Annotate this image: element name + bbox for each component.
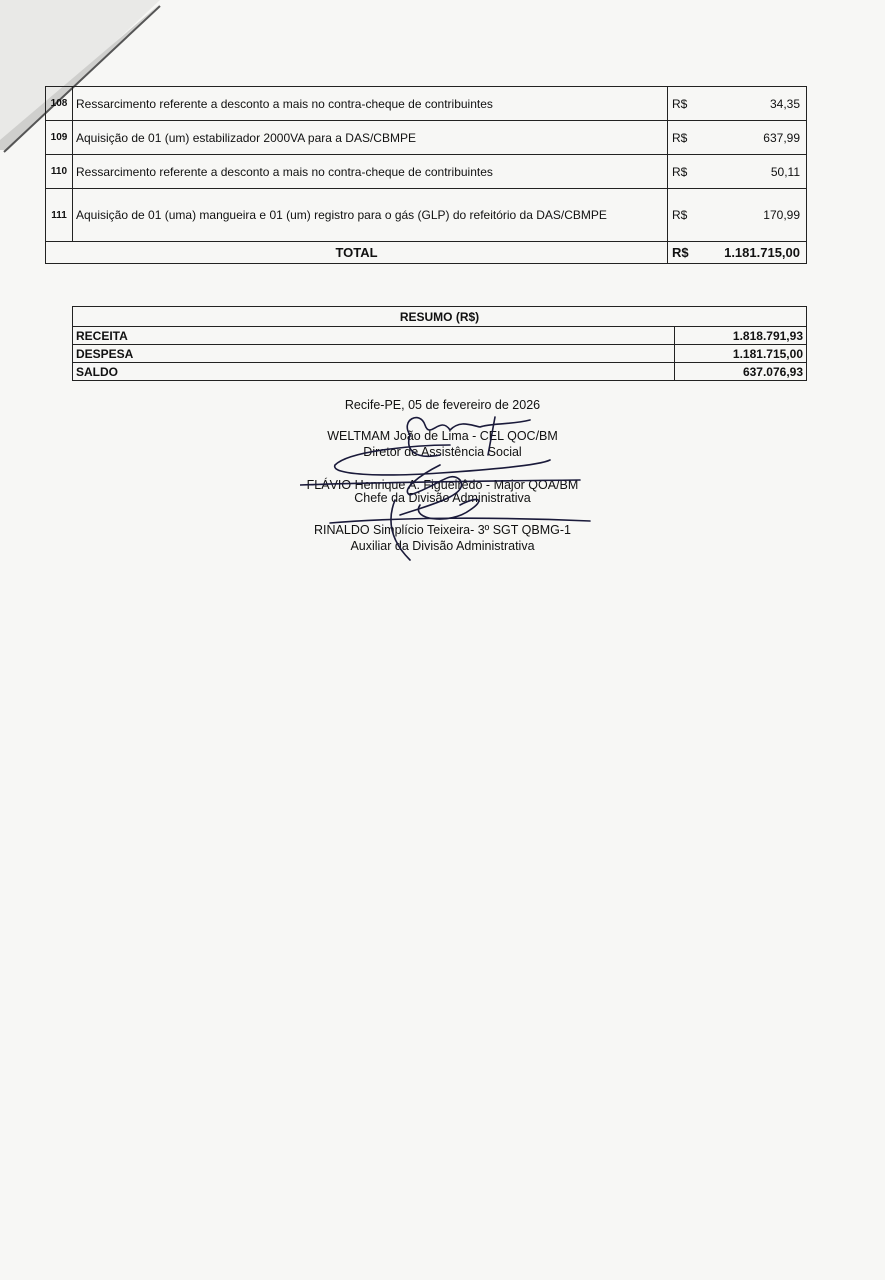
summary-row <box>73 327 807 345</box>
summary-row <box>73 345 807 363</box>
row-number: 108 <box>46 87 73 121</box>
table-row <box>46 155 807 189</box>
row-amount: 34,35 <box>704 87 807 121</box>
place-date: Recife-PE, 05 de fevereiro de 2026 <box>344 398 541 412</box>
row-number: 109 <box>46 121 73 155</box>
signer-1-name: WELTMAM João de Lima - CEL QOC/BM <box>327 429 558 443</box>
row-description: Ressarcimento referente a desconto a mais no contra-cheque de contribuintes <box>73 87 668 121</box>
summary-value: 1.818.791,93 <box>675 327 807 345</box>
row-number: 111 <box>46 189 73 242</box>
row-description: Aquisição de 01 (um) estabilizador 2000VA para a DAS/CBMPE <box>73 121 668 155</box>
summary-label: SALDO <box>73 363 675 381</box>
row-currency: R$ <box>668 189 705 242</box>
summary-label: RECEITA <box>73 327 675 345</box>
row-amount: 170,99 <box>704 189 807 242</box>
row-description: Aquisição de 01 (uma) mangueira e 01 (um) registro para o gás (GLP) do refeitório da DAS/CBMPE <box>73 189 668 242</box>
row-currency: R$ <box>668 121 705 155</box>
row-amount: 637,99 <box>704 121 807 155</box>
handwritten-signatures <box>300 405 600 575</box>
signer-3-name: RINALDO Simplício Teixeira- 3º SGT QBMG-1 <box>314 523 571 537</box>
signer-1-role: Diretor de Assistência Social <box>363 445 522 459</box>
signer-3-role: Auxiliar da Divisão Administrativa <box>350 539 535 553</box>
total-amount: 1.181.715,00 <box>704 242 807 264</box>
summary-table <box>72 306 807 381</box>
total-label: TOTAL <box>46 242 668 264</box>
summary-header-row <box>73 307 807 327</box>
expense-table <box>45 86 807 264</box>
summary-row <box>73 363 807 381</box>
row-currency: R$ <box>668 155 705 189</box>
signer-2-role: Chefe da Divisão Administrativa <box>354 491 531 505</box>
row-number: 110 <box>46 155 73 189</box>
row-amount: 50,11 <box>704 155 807 189</box>
total-row <box>46 242 807 264</box>
total-currency: R$ <box>668 242 705 264</box>
summary-title: RESUMO (R$) <box>73 307 807 327</box>
row-currency: R$ <box>668 87 705 121</box>
summary-value: 637.076,93 <box>675 363 807 381</box>
table-row <box>46 121 807 155</box>
table-row <box>46 189 807 242</box>
summary-value: 1.181.715,00 <box>675 345 807 363</box>
summary-label: DESPESA <box>73 345 675 363</box>
signer-2-name: FLÁVIO Henrique A. Figueirêdo - Major QOA/BM <box>306 478 579 492</box>
row-description: Ressarcimento referente a desconto a mais no contra-cheque de contribuintes <box>73 155 668 189</box>
table-row <box>46 87 807 121</box>
